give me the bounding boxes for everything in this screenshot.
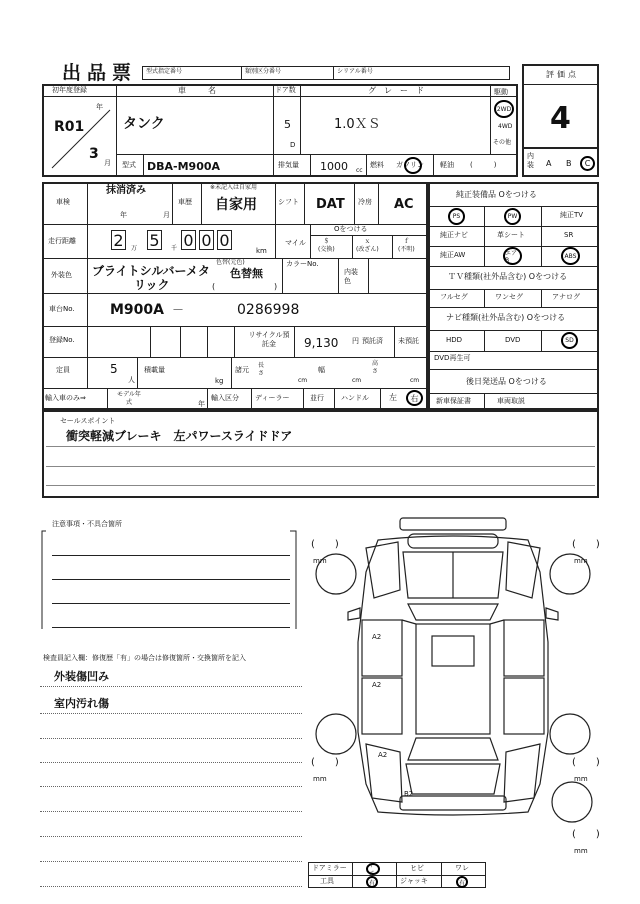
inspector-label: 検査員記入欄：修復歴「有」の場合は修復箇所・交換箇所を記入 <box>43 654 246 662</box>
displacement-label: 排気量 <box>278 161 299 169</box>
tv-fullseg[interactable]: フルセグ <box>440 293 468 301</box>
mirror-damage-option[interactable]: キズ <box>366 863 380 875</box>
mileage-digit-5: 0 <box>217 230 232 250</box>
details-block <box>42 182 428 410</box>
equipment-title: 純正装備品 Oをつける <box>456 190 537 199</box>
displacement-unit: cc <box>356 167 363 174</box>
displacement-value: 1000 <box>320 160 348 173</box>
interior-grade-c[interactable]: C <box>580 156 595 171</box>
evaluation-label: 評価点 <box>546 70 579 79</box>
color-value-1: ブライトシルバーメタ <box>92 264 210 278</box>
notes-bracket <box>40 525 300 635</box>
navi-sd[interactable]: SD <box>561 332 578 349</box>
tread-mm-fl: mm <box>313 557 327 565</box>
tread-mm-spare: mm <box>574 847 588 855</box>
tread-bracket-spare: ( ) <box>572 829 600 840</box>
equip-abs[interactable]: ABS <box>561 247 580 265</box>
drive-option-4wd[interactable]: 4WD <box>498 123 513 130</box>
mileage-sen: 千 <box>171 245 178 252</box>
later-title: 後日発送品 Oをつける <box>466 377 547 386</box>
handle-right[interactable]: 右 <box>406 390 423 406</box>
ac-value: AC <box>394 197 414 212</box>
mirror-crack-option[interactable]: ヒビ <box>410 864 424 872</box>
sales-point-text: 衝突軽減ブレーキ 左パワースライドドア <box>66 429 293 443</box>
mileage-unit: km <box>256 247 267 255</box>
register-no-label: 登録No. <box>49 336 75 344</box>
tread-bracket-fr: ( ) <box>572 539 600 550</box>
sales-point-label: セールスポイント <box>60 417 116 425</box>
chassis-dash: － <box>172 303 185 317</box>
history-note: ※未記入は自家用 <box>210 184 258 191</box>
car-body-diagram <box>308 512 598 852</box>
grade-value: 1.0ＸＳ <box>334 117 381 132</box>
tv-analog[interactable]: アナログ <box>552 293 580 301</box>
damage-mark-3: A2 <box>378 751 388 759</box>
drive-label: 駆動 <box>494 88 508 96</box>
meter-tamper[interactable]: ｘ (改ざん) <box>356 238 379 253</box>
equip-sr[interactable]: SR <box>564 231 574 239</box>
notes-label: 注意事項・不具合箇所 <box>52 520 122 528</box>
tread-bracket-rr: ( ) <box>572 757 600 768</box>
later-warranty[interactable]: 新車保証書 <box>436 397 471 405</box>
reg-month: 3 <box>89 146 99 162</box>
evaluation-score: 4 <box>550 101 571 136</box>
damage-mark-1: A2 <box>372 633 382 641</box>
tools-label: 工具 <box>320 877 334 885</box>
fuel-paren: ( ) <box>470 161 497 169</box>
history-value: 自家用 <box>215 197 257 213</box>
doors-label: ドア数 <box>275 86 296 94</box>
equip-ps[interactable]: PS <box>448 208 465 225</box>
chassis-label: 車台No. <box>49 305 75 313</box>
model-designation-field <box>142 66 242 80</box>
mileage-digit-2: 5 <box>147 230 162 250</box>
load-unit: kg <box>215 377 224 385</box>
import-label: 輸入車のみ⇒ <box>45 394 86 402</box>
navi-hdd[interactable]: HDD <box>446 336 463 344</box>
tread-bracket-rl: ( ) <box>311 757 339 768</box>
drive-option-2wd[interactable]: 2WD <box>494 100 514 118</box>
first-reg-label: 初年度登録 <box>52 86 87 94</box>
width-label: 幅 <box>318 366 325 374</box>
fuel-gasoline-circle <box>404 157 422 174</box>
color-label: 外装色 <box>51 271 72 279</box>
tv-title: ＴＶ種類(社外品含む) Oをつける <box>448 272 568 281</box>
damage-mark-4: B2 <box>404 790 414 798</box>
shaken-month: 月 <box>163 211 170 219</box>
equip-tv[interactable]: 純正TV <box>560 211 584 219</box>
recycle-amount: 9,130 <box>304 336 339 350</box>
model-designation-label: 型式指定番号 <box>146 68 183 75</box>
fuel-gasoline[interactable]: ガソリン <box>396 161 424 169</box>
mileage-digit-1: 2 <box>111 230 126 250</box>
recycle-label: リサイクル預託金 <box>248 331 290 348</box>
category-field <box>241 66 334 80</box>
mileage-label: 走行距離 <box>48 237 76 245</box>
month-label: 月 <box>104 159 111 167</box>
capacity-value: 5 <box>110 362 118 376</box>
mile-label: マイル <box>285 239 306 247</box>
jack-yes[interactable]: 有 <box>456 876 468 888</box>
interior-label: 内装 <box>527 152 534 169</box>
handle-left[interactable]: 左 <box>389 393 397 402</box>
model-year-unit: 年 <box>198 400 205 408</box>
meter-unknown[interactable]: ｆ (不明) <box>398 238 415 253</box>
mirror-broken-option[interactable]: ワレ <box>455 864 469 872</box>
grade-label: グ レ ー ド <box>368 86 424 95</box>
original-color-paren-l: ( <box>212 282 216 291</box>
category-label: 類別区分番号 <box>245 68 282 75</box>
length-unit: cm <box>298 377 308 384</box>
recycle-unpaid[interactable]: 未預託 <box>398 337 419 345</box>
car-name: タンク <box>123 116 165 132</box>
import-type-label: 輸入区分 <box>211 394 239 402</box>
interior-grade-b[interactable]: B <box>566 159 572 168</box>
equip-aw[interactable]: 純正AW <box>440 251 466 259</box>
original-color-value: 色替無 <box>230 267 263 280</box>
jack-label: ジャッキ <box>400 877 428 885</box>
shaken-status: 抹消済み <box>106 185 146 196</box>
mileage-digit-3: 0 <box>181 230 196 250</box>
chassis-prefix: M900A <box>110 302 164 318</box>
load-label: 積載量 <box>144 366 165 374</box>
navi-title: ナビ種類(社外品含む) Oをつける <box>446 313 566 322</box>
color-no-label: カラーNo. <box>286 260 319 268</box>
later-manual[interactable]: 車両取説 <box>497 397 525 405</box>
serial-label: シリアル番号 <box>337 68 373 75</box>
size-label: 諸元 <box>235 366 249 374</box>
interior-color-label: 内装色 <box>344 268 358 285</box>
color-value-2: リック <box>134 278 170 292</box>
damage-mark-2: A2 <box>372 681 382 689</box>
doors-value: 5 <box>284 118 291 131</box>
parallel-option[interactable]: 並行 <box>310 394 324 402</box>
model-year-label: モデル年式 <box>117 391 141 406</box>
original-color-label: 色替(元色) <box>216 259 245 266</box>
equip-leather[interactable]: 革シート <box>497 231 525 239</box>
recycle-unit: 円 <box>352 337 359 345</box>
fuel-diesel[interactable]: 軽油 <box>440 161 454 169</box>
year-label: 年 <box>96 103 103 111</box>
history-label: 車歴 <box>178 198 192 206</box>
tv-oneseg[interactable]: ワンセグ <box>495 293 523 301</box>
equip-airbag[interactable]: エアB <box>503 247 522 265</box>
car-name-label: 車 名 <box>178 86 218 95</box>
length-label: 長さ <box>258 362 265 377</box>
drive-option-other[interactable]: その他 <box>493 139 512 146</box>
meter-circle-instruction: Oをつける <box>334 225 368 233</box>
interior-grade-a[interactable]: A <box>546 159 552 168</box>
tread-mm-fr: mm <box>574 557 588 565</box>
tread-bracket-fl: ( ) <box>311 539 339 550</box>
dealer-option[interactable]: ディーラー <box>255 394 290 402</box>
tread-mm-rr: mm <box>574 775 588 783</box>
equip-pw[interactable]: PW <box>504 208 521 225</box>
height-label: 高さ <box>372 360 379 375</box>
chassis-number: 0286998 <box>237 302 300 318</box>
era-year: R01 <box>54 119 85 135</box>
notes-line-1: 外装傷凹み <box>54 670 109 683</box>
capacity-unit: 人 <box>128 376 135 384</box>
mileage-man: 万 <box>131 245 138 252</box>
shaken-year: 年 <box>120 211 127 219</box>
width-unit: cm <box>352 377 362 384</box>
capacity-label: 定員 <box>56 366 70 374</box>
model-label: 型式 <box>122 161 136 169</box>
equip-navi[interactable]: 純正ナビ <box>440 231 468 239</box>
mirror-label: ドアミラー <box>312 864 347 872</box>
serial-field <box>333 66 510 80</box>
form-title: 出品票 <box>62 62 138 84</box>
model-code: DBA-M900A <box>147 160 221 173</box>
original-color-paren-r: ) <box>274 282 278 291</box>
mileage-digit-4: 0 <box>199 230 214 250</box>
door-suffix: D <box>290 141 296 149</box>
handle-label: ハンドル <box>341 394 369 402</box>
dvd-playback-label[interactable]: DVD再生可 <box>434 354 471 362</box>
fuel-label: 燃料 <box>370 161 384 169</box>
tools-yes[interactable]: 有 <box>366 876 378 888</box>
shift-value: DAT <box>316 197 345 212</box>
height-unit: cm <box>410 377 420 384</box>
recycle-paid[interactable]: 預託済 <box>362 337 383 345</box>
ac-label: 冷房 <box>358 198 372 206</box>
navi-dvd[interactable]: DVD <box>505 336 521 344</box>
notes-line-2: 室内汚れ傷 <box>54 697 109 710</box>
tread-mm-rl: mm <box>313 775 327 783</box>
shift-label: シフト <box>278 198 299 206</box>
meter-exchange[interactable]: ＄ (交換) <box>318 238 335 253</box>
shaken-label: 車検 <box>56 198 70 206</box>
